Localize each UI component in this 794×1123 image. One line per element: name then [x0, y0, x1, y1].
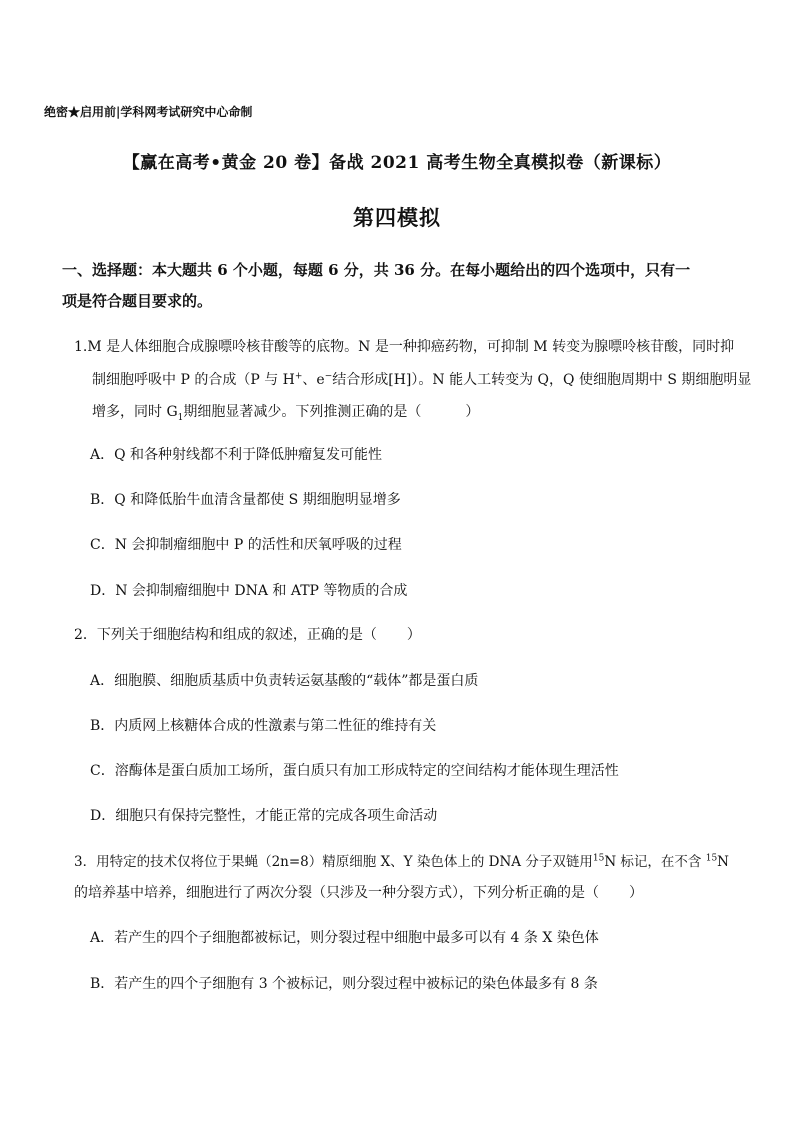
q2-option-b: B．内质网上核糖体合成的性激素与第二性征的维持有关: [90, 718, 437, 734]
exam-subtitle: 第四模拟: [353, 205, 441, 230]
q2-option-d: D．细胞只有保持完整性，才能正常的完成各项生命活动: [90, 808, 438, 824]
q1-stem-line1: 1.M 是人体细胞合成腺嘌呤核苷酸等的底物。N 是一种抑癌药物，可抑制 M 转变为腺嘌呤核苷酸，同时抑: [74, 339, 735, 355]
q1-option-a: A．Q 和各种射线都不利于降低肿瘤复发可能性: [90, 447, 383, 463]
q2-option-a: A．细胞膜、细胞质基质中负责转运氨基酸的“载体”都是蛋白质: [90, 673, 479, 689]
section-instruction-line2: 项是符合题目要求的。: [62, 292, 213, 310]
q3-stem-line2: 的培养基中培养，细胞进行了两次分裂（只涉及一种分裂方式），下列分析正确的是（ ）: [74, 885, 643, 901]
q1-option-c: C．N 会抑制瘤细胞中 P 的活性和厌氧呼吸的过程: [90, 537, 402, 553]
confidential-notice: 绝密★启用前|学科网考试研究中心命制: [44, 105, 253, 119]
q2-option-c: C．溶酶体是蛋白质加工场所，蛋白质只有加工形成特定的空间结构才能体现生理活性: [90, 763, 619, 779]
exam-title: 【赢在高考•黄金 20 卷】备战 2021 高考生物全真模拟卷（新课标）: [122, 153, 672, 173]
q1-option-d: D．N 会抑制瘤细胞中 DNA 和 ATP 等物质的合成: [90, 583, 408, 599]
q3-option-a: A．若产生的四个子细胞都被标记，则分裂过程中细胞中最多可以有 4 条 X 染色体: [90, 930, 599, 946]
q3-stem-line1: 3．用特定的技术仅将位于果蝇（2n=8）精原细胞 X、Y 染色体上的 DNA 分子双链用$^{15}$N 标记，在不含 $^{15}$N: [74, 853, 729, 870]
q1-stem-line2: 制细胞呼吸中 P 的合成（P 与 H+、e−结合形成[H]）。N 能人工转变为 Q，Q 使细胞周期中 S 期细胞明显: [92, 371, 752, 388]
q2-stem: 2．下列关于细胞结构和组成的叙述，正确的是（ ）: [74, 627, 421, 643]
section-instruction-line1: 一、选择题：本大题共 6 个小题，每题 6 分，共 36 分。在每小题给出的四个选项中，只有一: [62, 261, 691, 279]
q3-option-b: B．若产生的四个子细胞有 3 个被标记，则分裂过程中被标记的染色体最多有 8 条: [90, 976, 598, 992]
q1-option-b: B．Q 和降低胎牛血清含量都使 S 期细胞明显增多: [90, 492, 401, 508]
q1-stem-line3: 增多，同时 $G_1$期细胞显著减少。下列推测正确的是（ ）: [92, 404, 480, 423]
